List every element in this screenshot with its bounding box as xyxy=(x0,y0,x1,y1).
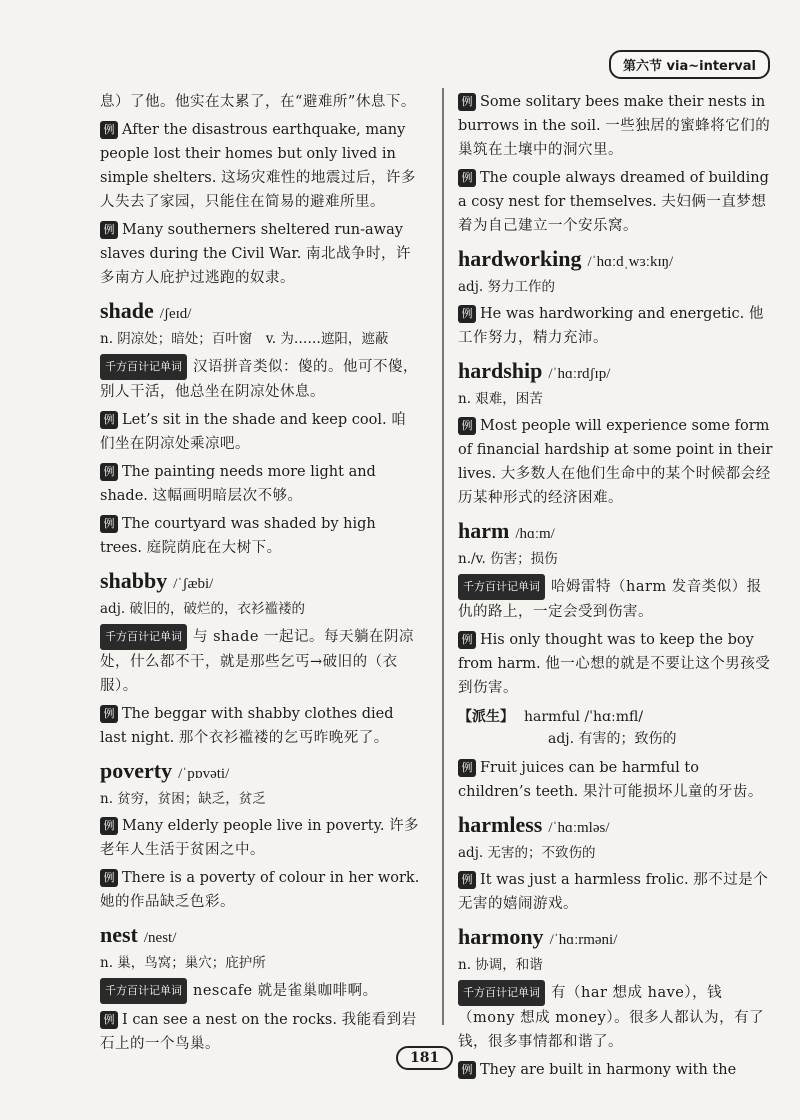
mnemonic: 千方百计记单词 nescafe 就是雀巢咖啡啊。 xyxy=(100,978,420,1004)
example: 例 Many elderly people live in poverty. 许多老年人生活于贫困之中。 xyxy=(100,818,420,858)
example: 例 After the disastrous earthquake, many people lost their homes but only lived in simple shelters. 这场灾难性的地震过后，许多人失去了家园，只能住在简易的避难所里。 xyxy=(100,122,416,210)
mnemonic-tag: 千方百计记单词 xyxy=(458,574,545,600)
section-tag: 第六节 via~interval xyxy=(609,50,770,79)
headword-hardworking: hardworking /ˈhɑːdˌwɜːkɪŋ/ xyxy=(458,246,674,271)
mnemonic: 千方百计记单词 哈姆雷特（harm 发音类似）报仇的路上，一定会受到伤害。 xyxy=(458,574,776,624)
example-icon: 例 xyxy=(100,463,118,481)
definition: adj. 努力工作的 xyxy=(458,279,555,295)
mnemonic: 千方百计记单词 有（har 想成 have），钱（mony 想成 money）。很多人都认为，有了钱，很多事情都和谐了。 xyxy=(458,980,776,1054)
example: 例 Let’s sit in the shade and keep cool. 咱们坐在阴凉处乘凉吧。 xyxy=(100,412,407,452)
example-icon: 例 xyxy=(458,1061,476,1079)
example: 例 The painting needs more light and shade. 这幅画明暗层次不够。 xyxy=(100,464,376,504)
mnemonic-tag: 千方百计记单词 xyxy=(100,354,187,380)
definition: n./v. 伤害；损伤 xyxy=(458,551,558,567)
headword-harmony: harmony /ˈhɑːrməni/ xyxy=(458,924,618,949)
mnemonic: 千方百计记单词 汉语拼音类似：傻的。他可不傻，别人干活，他总坐在阴凉处休息。 xyxy=(100,354,420,404)
definition: adj. 破旧的，破烂的，衣衫褴褛的 xyxy=(100,601,305,617)
mnemonic-tag: 千方百计记单词 xyxy=(458,980,545,1006)
column-divider xyxy=(442,88,444,1025)
example: 例 I can see a nest on the rocks. 我能看到岩石上的一个鸟巢。 xyxy=(100,1012,417,1052)
headword-hardship: hardship /ˈhɑːrdʃɪp/ xyxy=(458,358,611,383)
example: 例 Fruit juices can be harmful to children’s teeth. 果汁可能损坏儿童的牙齿。 xyxy=(458,760,763,800)
page-number: 181 xyxy=(396,1046,453,1070)
example: 例 He was hardworking and energetic. 他工作努力，精力充沛。 xyxy=(458,306,764,346)
example: 例 It was just a harmless frolic. 那不过是个无害的嬉闹游戏。 xyxy=(458,872,769,912)
example-icon: 例 xyxy=(458,93,476,111)
definition: n. 巢，鸟窝；巢穴；庇护所 xyxy=(100,955,266,971)
definition: n. 贫穷，贫困；缺乏，贫乏 xyxy=(100,791,266,807)
example: 例 The couple always dreamed of building a cosy nest for themselves. 夫妇俩一直梦想着为自己建立一个安乐窝。 xyxy=(458,170,769,234)
headword-harmless: harmless /ˈhɑːmləs/ xyxy=(458,812,610,837)
example-icon: 例 xyxy=(458,759,476,777)
example-icon: 例 xyxy=(100,221,118,239)
example-icon: 例 xyxy=(458,631,476,649)
definition: n. 阴凉处；暗处；百叶窗 v. 为……遮阳，遮蔽 xyxy=(100,331,389,347)
example-icon: 例 xyxy=(100,705,118,723)
definition: n. 艰难，困苦 xyxy=(458,391,543,407)
example-icon: 例 xyxy=(458,417,476,435)
example-icon: 例 xyxy=(458,169,476,187)
example-icon: 例 xyxy=(100,411,118,429)
headword-shabby: shabby /ˈʃæbi/ xyxy=(100,568,214,593)
example: 例 His only thought was to keep the boy from harm. 他一心想的就是不要让这个男孩受到伤害。 xyxy=(458,632,771,696)
example: 例 They are built in harmony with the xyxy=(458,1058,776,1082)
mnemonic-tag: 千方百计记单词 xyxy=(100,978,187,1004)
definition: adj. 无害的；不致伤的 xyxy=(458,845,596,861)
example-icon: 例 xyxy=(100,1011,118,1029)
example-icon: 例 xyxy=(100,121,118,139)
headword-shade: shade /ʃeɪd/ xyxy=(100,298,192,323)
example-icon: 例 xyxy=(458,871,476,889)
definition: n. 协调，和谐 xyxy=(458,957,543,973)
example: 例 There is a poverty of colour in her work. 她的作品缺乏色彩。 xyxy=(100,870,420,910)
continued-text: 息）了他。他实在太累了，在“避难所”休息下。 xyxy=(100,94,416,110)
example: 例 Most people will experience some form of financial hardship at some point in their lives. 大多数人在他们生命中的某个时候都会经历某种形式的经济困难。 xyxy=(458,418,773,506)
mnemonic: 千方百计记单词 与 shade 一起记。每天躺在阴凉处，什么都不干，就是那些乞丐→破旧的（衣服）。 xyxy=(100,624,420,698)
example-icon: 例 xyxy=(458,305,476,323)
example-icon: 例 xyxy=(100,817,118,835)
left-column xyxy=(100,90,420,1060)
headword-poverty: poverty /ˈpɒvəti/ xyxy=(100,758,230,783)
mnemonic-tag: 千方百计记单词 xyxy=(100,624,187,650)
right-column xyxy=(458,90,776,1086)
derivative: 【派生】 harmful /ˈhɑːmfl/ adj. 有害的；致伤的 xyxy=(458,709,677,747)
example: 例 Some solitary bees make their nests in burrows in the soil. 一些独居的蜜蜂将它们的巢筑在土壤中的洞穴里。 xyxy=(458,94,771,158)
example: 例 The courtyard was shaded by high trees. 庭院荫庇在大树下。 xyxy=(100,516,376,556)
example-icon: 例 xyxy=(100,515,118,533)
example: 例 The beggar with shabby clothes died last night. 那个衣衫褴褛的乞丐昨晚死了。 xyxy=(100,706,394,746)
example: 例 Many southerners sheltered run-away slaves during the Civil War. 南北战争时，许多南方人庇护过逃跑的奴隶。 xyxy=(100,222,411,286)
example-icon: 例 xyxy=(100,869,118,887)
headword-nest: nest /nest/ xyxy=(100,922,177,947)
headword-harm: harm /hɑːm/ xyxy=(458,518,555,543)
